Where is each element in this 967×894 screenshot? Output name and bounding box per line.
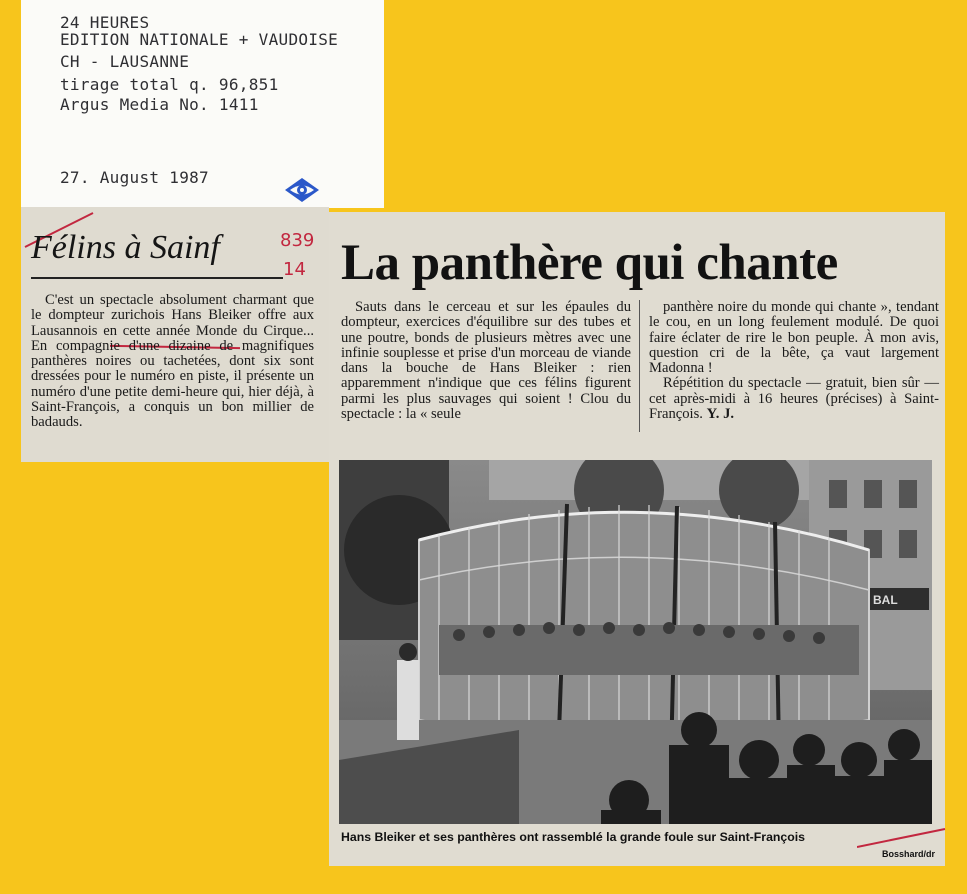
handwritten-number-2: 14 (283, 259, 306, 280)
main-article-headline: La panthère qui chante (341, 235, 838, 291)
sidebar-article-title: Félins à Sainf (31, 229, 220, 266)
article-column-2-text-b (649, 376, 939, 422)
news-photo (339, 460, 932, 824)
label-line-argus-number: Argus Media No. 1411 (60, 95, 259, 114)
main-article-columns (341, 300, 941, 440)
title-rule (31, 277, 283, 279)
sidebar-article-body (31, 293, 314, 431)
column-divider (639, 300, 640, 432)
article-byline: Y. J. (706, 406, 735, 423)
sidebar-article-clipping (21, 207, 329, 462)
article-column-2-text: panthère noire du monde qui chante », tendant le cou, en un long feulement modulé. De quoi faire éclater de rire le bon peuple. À mon avis, question cri de la bête, ça vaut largement Madonna ! (649, 299, 939, 377)
article-column-1-text: Sauts dans le cerceau et sur les épaules du dompteur, exercices d'équilibre sur des tubes et une poutre, bonds de plusieurs mètres avec une infinie souplesse et prise d'un morceau de viande dans la bouche de Hans Bleiker : rien apparemment n'indique que ces félins figurent parmi les plus sauvages qui soient ! Clou du spectacle : la « seule (341, 299, 631, 423)
label-line-circulation: tirage total q. 96,851 (60, 75, 279, 94)
photo-caption: Hans Bleiker et ses panthères ont rassemblé la grande foule sur Saint-François (341, 830, 806, 844)
argus-eye-icon (283, 175, 321, 205)
main-article-clipping (329, 212, 945, 866)
press-clipping-label (21, 0, 384, 208)
article-column-2 (649, 300, 939, 422)
sidebar-article-paragraph: C'est un spectacle absolument charmant que le dompteur zurichois Hans Bleiker offre aux Lausannois en cette année Monde du Cirque... En compagnie d'une dizaine de magnifiques panthères noires ou tachetées, dont six sont dressées pour le numéro en piste, il présente un numéro d'une petite demi-heure qui, hier déjà, à Saint-François, a conquis un bon millier de badauds. (31, 292, 314, 431)
building-sign: BAL (873, 593, 898, 607)
label-line-publication: 24 HEURES (60, 13, 150, 32)
handwritten-number: 839 (280, 230, 315, 251)
label-date: 27. August 1987 (60, 168, 209, 187)
article-column-1 (341, 300, 631, 422)
photo-cage-crowd-scene (339, 460, 932, 824)
photo-credit: Bosshard/dr (881, 849, 935, 859)
label-line-edition: EDITION NATIONALE + VAUDOISE (60, 30, 339, 49)
label-line-location: CH - LAUSANNE (60, 52, 190, 71)
article-repetition-note: Répétition du spectacle — gratuit, bien sûr — cet après-midi à 16 heures (précises) à Saint-François. (649, 375, 939, 423)
